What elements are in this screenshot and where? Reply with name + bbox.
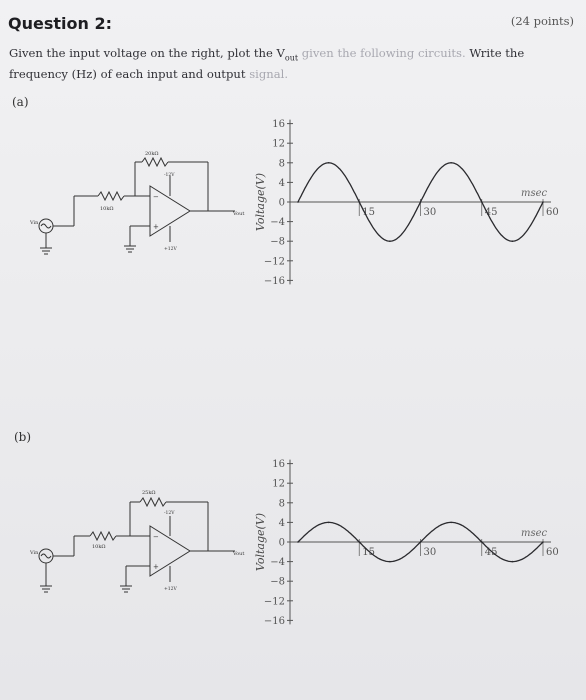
x-tick-label: 30 xyxy=(423,547,437,558)
y-tick-label: 16 xyxy=(272,459,285,471)
y-tick-label: −4 xyxy=(270,217,285,229)
neg-supply-label: -12V xyxy=(164,173,175,178)
data-point xyxy=(328,522,330,524)
data-point xyxy=(481,201,483,203)
y-tick-label: −12 xyxy=(263,596,285,608)
data-point xyxy=(389,240,391,242)
feedback-resistor-icon xyxy=(142,158,168,166)
data-point xyxy=(512,561,514,563)
instruction-line1-end: Write the xyxy=(465,46,525,60)
data-point xyxy=(358,201,360,203)
inverting-sign: − xyxy=(153,193,159,201)
pos-supply-label: +12V xyxy=(164,247,177,252)
feedback-resistor-icon xyxy=(140,498,166,506)
data-point xyxy=(481,541,483,543)
sine-wave-icon xyxy=(41,554,51,558)
vin-label: Vin xyxy=(30,220,39,226)
input-resistor-label: 10kΩ xyxy=(92,544,106,550)
input-resistor-icon xyxy=(98,192,124,200)
vout-label: Vout xyxy=(233,211,245,217)
sine-wave-icon xyxy=(41,224,51,228)
data-point xyxy=(328,162,330,164)
neg-supply-label: -12V xyxy=(164,511,175,516)
feedback-resistor-label: 25kΩ xyxy=(142,490,156,496)
points-label: (24 points) xyxy=(510,14,574,28)
data-point xyxy=(512,240,514,242)
instruction-vout-subscript: out xyxy=(284,53,299,63)
y-tick-label: −8 xyxy=(270,236,285,248)
graph-a xyxy=(248,108,578,298)
data-point xyxy=(450,522,452,524)
instruction-line1-start: Given the input voltage on the right, plot the V xyxy=(9,46,285,60)
x-tick-label: 60 xyxy=(546,547,559,558)
data-point xyxy=(420,201,422,203)
pos-supply-label: +12V xyxy=(164,587,177,592)
instructions xyxy=(9,45,574,82)
y-axis-label: Voltage(V) xyxy=(254,172,267,232)
x-tick-label: 15 xyxy=(362,207,375,218)
data-point xyxy=(297,201,299,203)
y-tick-label: −12 xyxy=(263,256,285,268)
x-tick-label: 60 xyxy=(546,207,559,218)
y-tick-label: −16 xyxy=(263,615,285,627)
y-tick-label: −4 xyxy=(270,557,285,569)
y-tick-label: 12 xyxy=(272,138,285,150)
y-axis-label: Voltage(V) xyxy=(254,512,267,572)
y-tick-label: 0 xyxy=(278,537,285,549)
x-tick-label: 15 xyxy=(362,547,375,558)
y-tick-label: −8 xyxy=(270,576,285,588)
data-point xyxy=(450,162,452,164)
y-tick-label: 12 xyxy=(272,478,285,490)
data-point xyxy=(358,541,360,543)
instruction-line2-fade: signal. xyxy=(249,67,289,82)
y-tick-label: 16 xyxy=(272,119,285,131)
data-point xyxy=(297,541,299,543)
input-resistor-label: 10kΩ xyxy=(100,206,114,212)
data-point xyxy=(420,541,422,543)
data-point xyxy=(389,561,391,563)
y-tick-label: 4 xyxy=(278,177,285,189)
noninverting-sign: + xyxy=(153,563,159,571)
input-resistor-icon xyxy=(90,532,116,540)
instruction-line2-start: frequency (Hz) of each input and output xyxy=(9,67,250,82)
question-title: Question 2: xyxy=(8,14,112,33)
x-unit-label: msec xyxy=(521,188,548,199)
y-tick-label: 0 xyxy=(278,197,285,209)
part-a-label: (a) xyxy=(12,95,29,109)
y-tick-label: 4 xyxy=(278,517,285,529)
feedback-resistor-label: 20kΩ xyxy=(145,151,159,157)
circuit-b xyxy=(30,478,260,608)
part-b-label: (b) xyxy=(14,430,32,444)
x-unit-label: msec xyxy=(521,528,548,539)
inverting-sign: − xyxy=(153,533,159,541)
x-tick-label: 45 xyxy=(484,207,498,218)
x-tick-label: 30 xyxy=(423,207,437,218)
data-point xyxy=(542,201,544,203)
y-tick-label: 8 xyxy=(278,498,285,510)
y-tick-label: −16 xyxy=(263,275,285,287)
x-tick-label: 45 xyxy=(484,547,498,558)
data-point xyxy=(542,541,544,543)
graph-b xyxy=(248,448,578,638)
instruction-line1-fade: given the following circuits. xyxy=(298,46,466,60)
noninverting-sign: + xyxy=(153,223,159,231)
vin-label: Vin xyxy=(30,550,39,556)
y-tick-label: 8 xyxy=(278,158,285,170)
circuit-a xyxy=(30,138,260,268)
vout-label: Vout xyxy=(233,551,245,557)
